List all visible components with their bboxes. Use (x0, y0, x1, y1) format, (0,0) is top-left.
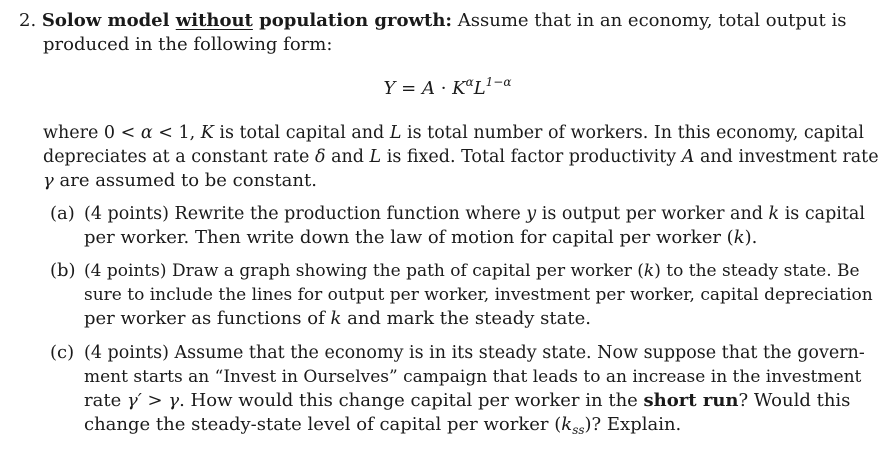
heading-bold (42, 10, 452, 31)
text: rate (84, 390, 127, 411)
heading-suffix: population growth: (252, 10, 453, 31)
text: is total number of workers. In this economy, capital (401, 123, 864, 143)
delta-symbol: δ (314, 147, 326, 167)
problem-number: 2. (19, 10, 37, 31)
eq-L: L (473, 78, 486, 99)
part-c-line1: (4 points) Assume that the economy is in its steady state. Now suppose that the govern- (84, 343, 865, 363)
text: < 1, (152, 123, 201, 143)
alpha-symbol: α (140, 123, 153, 143)
text: (4 points) Rewrite the production function where (84, 204, 527, 224)
text: ). (744, 227, 758, 248)
eq-Y: Y (383, 78, 396, 99)
short-run-emphasis: short run (643, 390, 739, 411)
intro-line1: Assume that in an economy, total output is (452, 10, 847, 31)
eq-A: A (421, 78, 435, 99)
K-symbol: K (200, 123, 214, 143)
text: . How would this change capital per worker in the (179, 390, 644, 411)
intro-line2: produced in the following form: (43, 34, 333, 55)
text: is output per worker and (536, 204, 769, 224)
eq-K: K (452, 78, 466, 99)
part-a-line2 (84, 227, 757, 249)
part-b-line3 (84, 308, 591, 330)
text: > (141, 390, 169, 411)
k-symbol: k (768, 204, 780, 224)
text: per worker. Then write down the law of motion for capital per worker ( (84, 227, 734, 248)
L-symbol: L (389, 123, 402, 143)
part-b-label: (b) (50, 260, 76, 281)
text: are assumed to be constant. (53, 170, 317, 191)
L-symbol: L (369, 147, 382, 167)
part-a-line1 (84, 203, 865, 225)
eq-K-exponent: α (465, 75, 474, 89)
text: is fixed. Total factor productivity (381, 147, 682, 167)
text: is capital (779, 204, 865, 224)
description-line3 (43, 170, 317, 192)
text: and mark the steady state. (341, 308, 591, 329)
gamma-symbol: γ (43, 170, 54, 191)
part-b-line1 (84, 260, 860, 282)
description-line2 (43, 146, 879, 168)
text: is total capital and (213, 123, 390, 143)
A-symbol: A (681, 147, 695, 167)
y-symbol: y (526, 204, 537, 224)
eq-L-exponent: 1−α (485, 75, 512, 89)
part-b-line2: sure to include the lines for output per worker, investment per worker, capital depreciation (84, 285, 873, 305)
k-symbol: k (643, 261, 655, 281)
text: and investment rate (694, 147, 879, 167)
part-c-line2: ment starts an “Invest in Ourselves” campaign that leads to an increase in the investment (84, 367, 862, 387)
gamma-prime-symbol: γ′ (126, 390, 142, 411)
heading-prefix: Solow model (41, 10, 176, 31)
eq-equals: = (395, 78, 422, 99)
eq-dot: · (434, 78, 453, 99)
text: change the steady-state level of capital per worker ( (84, 414, 562, 435)
text: ) to the steady state. Be (654, 261, 860, 281)
text: (4 points) Draw a graph showing the path of capital per worker ( (84, 261, 644, 281)
text: ? Would this (738, 390, 851, 411)
gamma-symbol: γ (168, 390, 180, 411)
part-c-line3 (84, 390, 850, 412)
part-a-label: (a) (50, 203, 75, 224)
text: per worker as functions of (84, 308, 331, 329)
k-symbol: k (330, 308, 342, 329)
text: where 0 < (43, 123, 141, 143)
description-line1 (43, 122, 864, 144)
problem-heading (19, 10, 846, 32)
k-symbol: k (561, 414, 573, 435)
text: depreciates at a constant rate (43, 147, 315, 167)
part-c-label: (c) (50, 342, 75, 363)
production-function (0, 75, 895, 100)
k-symbol: k (733, 227, 745, 248)
heading-underlined: without (175, 10, 253, 31)
text: )? Explain. (584, 414, 682, 435)
text: and (325, 147, 370, 167)
part-c-line4 (84, 414, 681, 436)
ss-subscript: ss (572, 423, 585, 437)
